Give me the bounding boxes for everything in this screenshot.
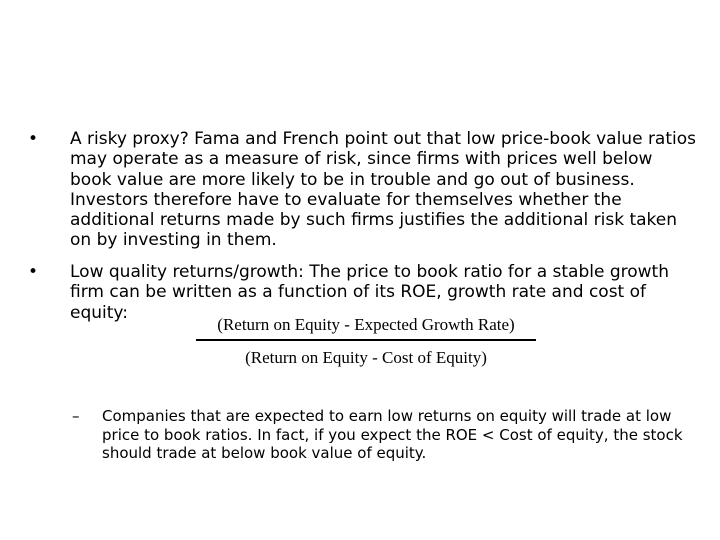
formula-numerator: (Return on Equity - Expected Growth Rate) [217, 315, 515, 334]
bullet-marker: • [28, 262, 39, 282]
price-to-book-formula [196, 313, 536, 370]
bullet-marker: • [28, 129, 39, 149]
bullet-text: A risky proxy? Fama and French point out that low price-book value ratios may operate as a measure of risk, since firms with prices well below book value are more likely to be in trouble and go out of business. Investors therefore have to evaluate for themselves whether the additional returns made by such firms justifies the additional risk taken on by investing in them. [70, 129, 696, 251]
sub-bullet-marker: – [72, 407, 80, 425]
bullet-text: Low quality returns/growth: The price to book ratio for a stable growth firm can be written as a function of its ROE, growth rate and cost of equity: [70, 262, 670, 323]
sub-bullet-text: Companies that are expected to earn low returns on equity will trade at low price to book ratios. In fact, if you expect the ROE < Cost of equity, the stock should trade at below book value of equity. [102, 407, 683, 462]
sub-bullet-low-roe [72, 407, 686, 463]
formula-denominator: (Return on Equity - Cost of Equity) [245, 348, 487, 367]
fraction-bar [196, 339, 536, 341]
bullet-risky-proxy [28, 129, 696, 251]
